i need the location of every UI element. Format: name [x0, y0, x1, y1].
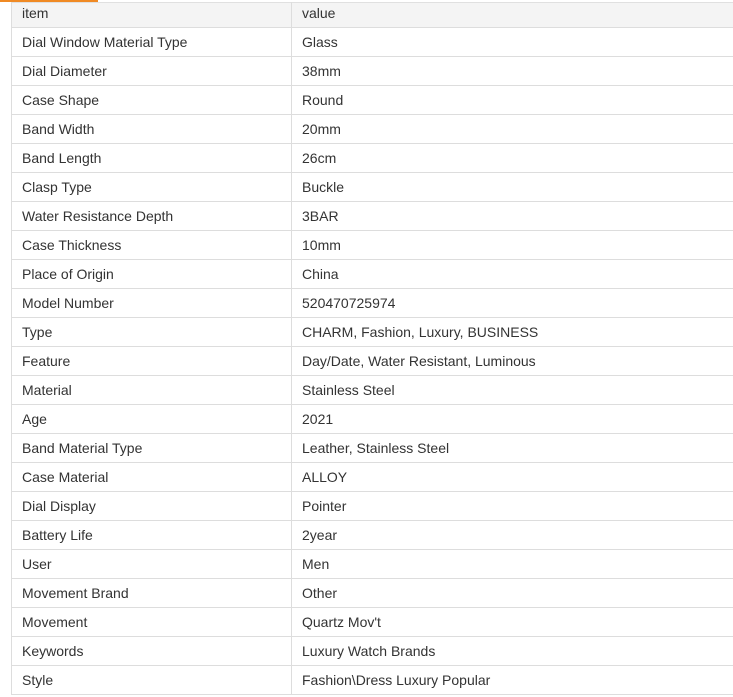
- row-item-cell: User: [12, 550, 292, 579]
- table-row: [12, 318, 733, 347]
- row-item-cell: Band Width: [12, 115, 292, 144]
- table-row: [12, 666, 733, 695]
- row-value-cell: 520470725974: [292, 289, 733, 318]
- spec-table: [11, 2, 733, 695]
- table-row: [12, 115, 733, 144]
- row-value-cell: 3BAR: [292, 202, 733, 231]
- row-item-cell: Model Number: [12, 289, 292, 318]
- row-item-cell: Case Thickness: [12, 231, 292, 260]
- row-item-cell: Case Shape: [12, 86, 292, 115]
- row-value-cell: 10mm: [292, 231, 733, 260]
- row-item-cell: Age: [12, 405, 292, 434]
- row-value-cell: Leather, Stainless Steel: [292, 434, 733, 463]
- spec-table-header: [12, 3, 733, 28]
- row-item-cell: Movement Brand: [12, 579, 292, 608]
- table-row: [12, 608, 733, 637]
- row-item-cell: Movement: [12, 608, 292, 637]
- table-row: [12, 492, 733, 521]
- row-item-cell: Band Length: [12, 144, 292, 173]
- table-row: [12, 86, 733, 115]
- row-value-cell: Day/Date, Water Resistant, Luminous: [292, 347, 733, 376]
- table-row: [12, 347, 733, 376]
- row-item-cell: Keywords: [12, 637, 292, 666]
- row-value-cell: Round: [292, 86, 733, 115]
- row-item-cell: Material: [12, 376, 292, 405]
- row-value-cell: CHARM, Fashion, Luxury, BUSINESS: [292, 318, 733, 347]
- row-value-cell: 20mm: [292, 115, 733, 144]
- table-row: [12, 463, 733, 492]
- table-row: [12, 434, 733, 463]
- table-row: [12, 28, 733, 57]
- row-value-cell: 38mm: [292, 57, 733, 86]
- row-item-cell: Clasp Type: [12, 173, 292, 202]
- row-item-cell: Dial Display: [12, 492, 292, 521]
- table-row: [12, 173, 733, 202]
- table-row: [12, 550, 733, 579]
- row-item-cell: Place of Origin: [12, 260, 292, 289]
- row-value-cell: Other: [292, 579, 733, 608]
- row-value-cell: Quartz Mov't: [292, 608, 733, 637]
- row-value-cell: China: [292, 260, 733, 289]
- table-row: [12, 289, 733, 318]
- table-row: [12, 260, 733, 289]
- row-value-cell: Stainless Steel: [292, 376, 733, 405]
- spec-table-body: [12, 28, 733, 695]
- row-item-cell: Dial Window Material Type: [12, 28, 292, 57]
- row-value-cell: ALLOY: [292, 463, 733, 492]
- row-value-cell: Fashion\Dress Luxury Popular: [292, 666, 733, 695]
- row-item-cell: Type: [12, 318, 292, 347]
- table-row: [12, 202, 733, 231]
- table-row: [12, 405, 733, 434]
- header-value: value: [292, 3, 733, 28]
- row-item-cell: Battery Life: [12, 521, 292, 550]
- row-item-cell: Case Material: [12, 463, 292, 492]
- table-row: [12, 144, 733, 173]
- row-item-cell: Band Material Type: [12, 434, 292, 463]
- row-item-cell: Feature: [12, 347, 292, 376]
- row-value-cell: Glass: [292, 28, 733, 57]
- row-value-cell: 2021: [292, 405, 733, 434]
- header-row: [12, 3, 733, 28]
- row-item-cell: Water Resistance Depth: [12, 202, 292, 231]
- table-row: [12, 579, 733, 608]
- row-value-cell: Men: [292, 550, 733, 579]
- table-row: [12, 376, 733, 405]
- row-item-cell: Dial Diameter: [12, 57, 292, 86]
- table-row: [12, 637, 733, 666]
- header-item: item: [12, 3, 292, 28]
- table-row: [12, 521, 733, 550]
- table-row: [12, 231, 733, 260]
- row-value-cell: Luxury Watch Brands: [292, 637, 733, 666]
- row-value-cell: 26cm: [292, 144, 733, 173]
- row-item-cell: Style: [12, 666, 292, 695]
- row-value-cell: 2year: [292, 521, 733, 550]
- table-row: [12, 57, 733, 86]
- row-value-cell: Pointer: [292, 492, 733, 521]
- row-value-cell: Buckle: [292, 173, 733, 202]
